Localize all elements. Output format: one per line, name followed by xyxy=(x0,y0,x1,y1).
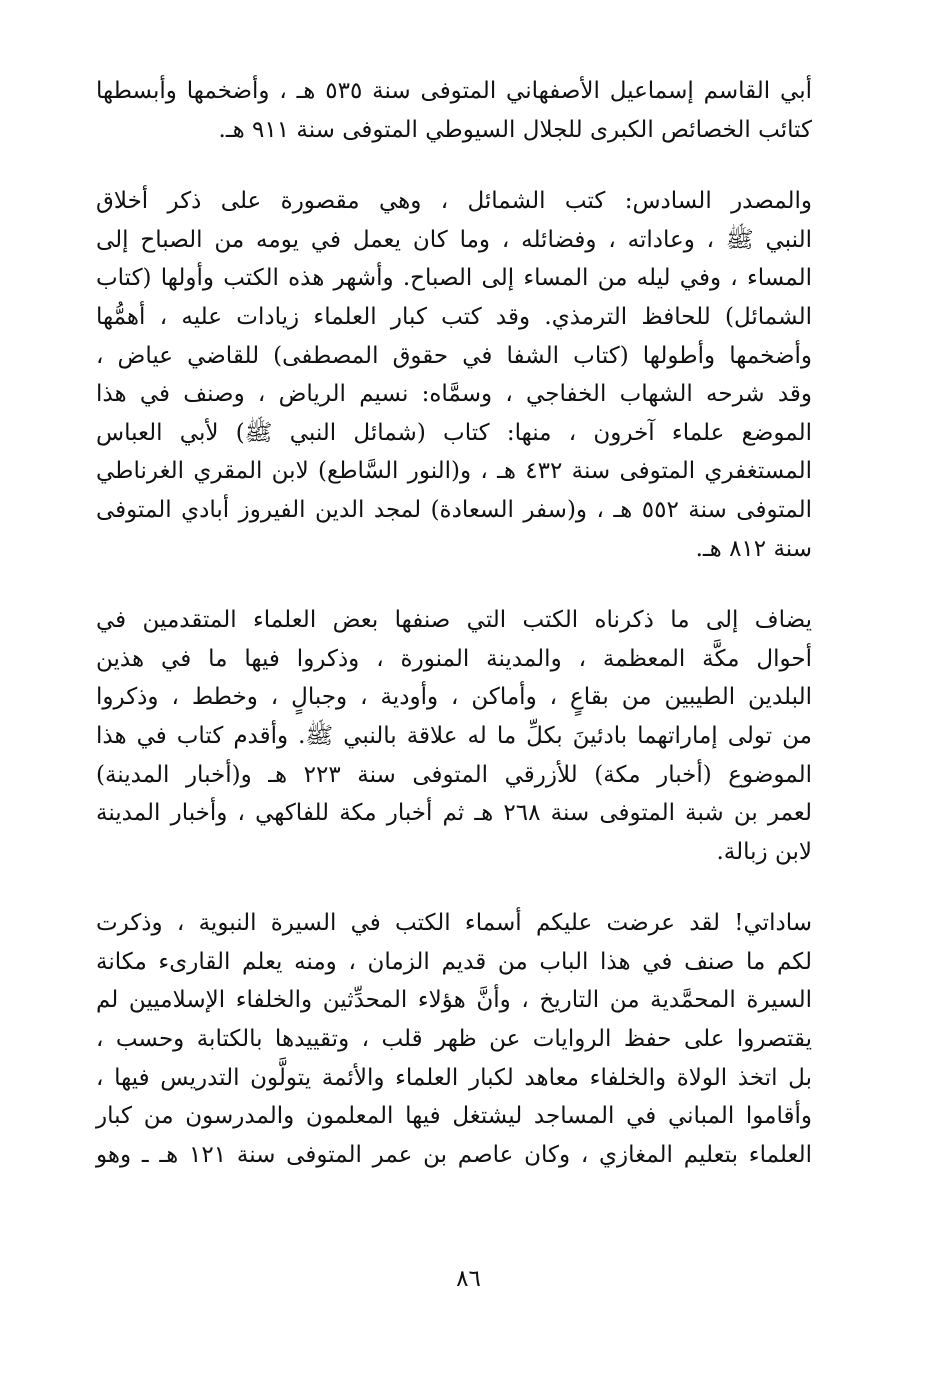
text-line: ساداتي! لقد عرضت عليكم أسماء الكتب في السيرة النبوية ، وذكرت xyxy=(96,910,812,937)
text-line: السيرة المحمَّدية من التاريخ ، وأنَّ هؤلاء المحدِّثين والخلفاء الإسلاميين لم xyxy=(96,987,812,1014)
text-line: يقتصروا على حفظ الروايات عن ظهر قلب ، وتقييدها بالكتابة وحسب ، xyxy=(96,1026,812,1053)
text-line: المستغفري المتوفى سنة ٤٣٢ هـ ، و(النور السَّاطع) لابن المقري الغرناطي xyxy=(96,458,812,485)
text-line: لكم ما صنف في هذا الباب من قديم الزمان ، ومنه يعلم القارىء مكانة xyxy=(96,948,812,975)
text-line: وأضخمها وأطولها (كتاب الشفا في حقوق المصطفى) للقاضي عياض ، xyxy=(96,342,812,369)
text-line: الموضع علماء آخرون ، منها: كتاب (شمائل النبي ﷺ) لأبي العباس xyxy=(96,419,812,446)
text-line: كتائب الخصائص الكبرى للجلال السيوطي المتوفى سنة ٩١١ هـ. xyxy=(218,116,812,143)
text-line: أبي القاسم إسماعيل الأصفهاني المتوفى سنة ٥٣٥ هـ ، وأضخمها وأبسطها xyxy=(96,78,812,104)
page-body xyxy=(96,72,812,1207)
paragraph-2 xyxy=(96,182,812,568)
page-number: ٨٦ xyxy=(456,1266,481,1292)
text-line: الشمائل) للحافظ الترمذي. وقد كتب كبار العلماء زيادات عليه ، أهمُّها xyxy=(96,303,812,330)
paragraph-1 xyxy=(96,72,812,149)
text-line: الموضوع (أخبار مكة) للأزرقي المتوفى سنة ٢٢٣ هـ و(أخبار المدينة) xyxy=(96,761,812,788)
text-line: يضاف إلى ما ذكرناه الكتب التي صنفها بعض العلماء المتقدمين في xyxy=(96,607,812,634)
text-line: لابن زبالة. xyxy=(716,838,812,865)
text-line: النبي ﷺ ، وعاداته ، وفضائله ، وما كان يعمل في يومه من الصباح إلى xyxy=(96,226,812,253)
text-line: سنة ٨١٢ هـ. xyxy=(695,535,812,562)
paragraph-3 xyxy=(96,601,812,871)
text-line: وقد شرحه الشهاب الخفاجي ، وسمَّاه: نسيم الرياض ، وصنف في هذا xyxy=(96,381,812,408)
paragraph-4 xyxy=(96,904,812,1174)
text-line: والمصدر السادس: كتب الشمائل ، وهي مقصورة على ذكر أخلاق xyxy=(96,188,812,215)
text-line: البلدين الطيبين من بقاعٍ ، وأماكن ، وأودية ، وجبالٍ ، وخطط ، وذكروا xyxy=(96,684,812,711)
text-line: العلماء بتعليم المغازي ، وكان عاصم بن عمر المتوفى سنة ١٢١ هـ ـ وهو xyxy=(96,1141,812,1168)
text-line: المساء ، وفي ليله من المساء إلى الصباح. وأشهر هذه الكتب وأولها (كتاب xyxy=(96,265,812,292)
text-line: أحوال مكَّة المعظمة ، والمدينة المنورة ، وذكروا فيها ما في هذين xyxy=(96,645,812,672)
text-line: من تولى إماراتهما بادئينَ بكلِّ ما له علاقة بالنبي ﷺ. وأقدم كتاب في هذا xyxy=(96,722,812,749)
text-line: بل اتخذ الولاة والخلفاء معاهد لكبار العلماء والأئمة يتولَّون التدريس فيها ، xyxy=(96,1064,812,1091)
text-line: المتوفى سنة ٥٥٢ هـ ، و(سفر السعادة) لمجد الدين الفيروز أبادي المتوفى xyxy=(96,496,812,523)
text-line: لعمر بن شبة المتوفى سنة ٢٦٨ هـ ثم أخبار مكة للفاكهي ، وأخبار المدينة xyxy=(96,800,813,827)
text-line: وأقاموا المباني في المساجد ليشتغل فيها المعلمون والمدرسون من كبار xyxy=(96,1103,812,1130)
